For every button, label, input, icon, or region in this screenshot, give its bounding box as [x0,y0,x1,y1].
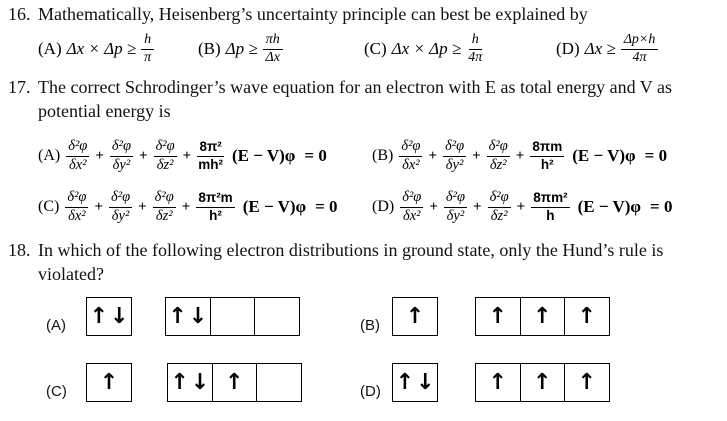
orbital-cell [211,298,256,335]
fraction-numerator: 8π² [197,139,223,156]
q17-option-c [38,184,338,230]
option-label: (D) [372,198,395,215]
fraction-denominator: δz² [489,156,507,173]
electron-arrows: ↑↓ [89,303,131,329]
plus-sign: + [429,198,438,215]
partial-fraction-y [110,138,133,174]
fraction-numerator: h [469,32,482,49]
q16-option-c [364,30,484,68]
fraction [466,32,484,65]
plus-sign: + [473,198,482,215]
question-number: 18. [8,240,31,260]
equation-tail: (E − V)φ [572,146,636,165]
fraction-denominator: π [144,49,152,65]
question-18-line2: violated? [38,264,104,284]
math-expression: Δx ≥ [584,39,616,58]
plus-sign: + [95,147,104,164]
equation-equals: = 0 [315,197,338,216]
fraction [141,32,154,65]
q16-option-a [38,30,154,68]
orbital-cell [476,298,521,335]
orbital-box-triple-b [475,297,610,336]
fraction-numerator: πh [263,32,283,49]
fraction-numerator: δ²φ [110,138,133,156]
q16-option-b [198,30,283,68]
fraction-denominator: h² [540,156,554,172]
coefficient-fraction [197,139,224,172]
fraction-denominator: δz² [155,207,173,224]
q18-option-d-label: (D) [360,383,381,400]
q18-option-a-label: (A) [46,317,66,334]
plus-sign: + [428,147,437,164]
q18-option-b-label: (B) [360,317,380,334]
fraction-denominator: δx² [68,207,86,224]
coefficient-fraction [531,190,569,223]
equation-equals: = 0 [644,146,668,165]
fraction-denominator: δz² [490,207,508,224]
plus-sign: + [515,147,525,164]
fraction-denominator: δx² [402,156,420,173]
fraction-numerator: δ²φ [488,189,511,207]
electron-arrows: ↑ [533,369,554,395]
fraction-numerator: 8πm² [531,190,569,207]
fraction-numerator: δ²φ [443,138,466,156]
plus-sign: + [182,147,192,164]
math-expression: Δx × Δp ≥ [66,39,137,58]
fraction-denominator: δz² [156,156,174,173]
partial-fraction-z [487,138,510,174]
question-text: In which of the following electron distributions in ground state, only the Hund’s rule is [38,240,664,260]
orbital-box-triple-c [167,363,302,402]
orbital-cell [168,364,213,401]
partial-fraction-y [444,189,467,225]
partial-fraction-x [400,189,423,225]
orbital-box-triple-d [475,363,610,402]
orbital-cell [521,298,566,335]
electron-arrows: ↑ [577,369,598,395]
option-label: (B) [198,39,221,58]
orbital-cell [476,364,521,401]
plus-sign: + [516,198,526,215]
fraction-numerator: 8πm [530,139,564,156]
orbital-cell [255,298,299,335]
q17-option-d [372,184,672,230]
orbital-cell [565,298,609,335]
electron-arrows: ↑↓ [170,369,212,395]
option-label: (A) [38,147,61,164]
equation-tail: (E − V)φ [577,197,642,216]
fraction [263,32,283,65]
partial-fraction-z [488,189,511,225]
electron-arrows: ↑ [533,303,554,329]
fraction-denominator: δx² [69,156,87,173]
orbital-cell [166,298,211,335]
fraction-denominator: 4π [632,49,647,65]
electron-arrows: ↑ [99,369,121,395]
fraction-numerator: h [141,32,154,49]
electron-arrows: ↑ [225,369,246,395]
partial-fraction-x [66,138,89,174]
question-17-line [8,77,672,98]
orbital-box-single-a [86,297,132,336]
fraction-numerator: δ²φ [65,189,88,207]
plus-sign: + [472,147,481,164]
equation-tail: (E − V)φ [242,197,307,216]
fraction-denominator: δy² [112,156,131,173]
partial-fraction-y [109,189,132,225]
orbital-cell [521,364,566,401]
coefficient-fraction [196,190,234,223]
option-label: (D) [556,39,580,58]
equation-equals: = 0 [650,197,673,216]
fraction-denominator: δy² [446,207,465,224]
fraction-denominator: mh² [198,156,223,172]
fraction-numerator: δ²φ [66,138,89,156]
partial-fraction-z [153,189,176,225]
electron-arrows: ↑↓ [168,303,210,329]
option-label: (B) [372,147,394,164]
question-number: 17. [8,77,31,97]
electron-arrows: ↑ [488,369,509,395]
electron-arrows: ↑ [488,303,509,329]
q17-option-b [372,133,667,179]
fraction-numerator: 8π²m [196,190,234,207]
fraction-denominator: Δx [265,49,280,65]
coefficient-fraction [530,139,564,172]
orbital-box-single-b [392,297,438,336]
question-text: The correct Schrodinger’s wave equation for an electron with E as total energy and V as [38,77,672,97]
fraction-numerator: δ²φ [109,189,132,207]
fraction-numerator: δ²φ [444,189,467,207]
fraction-denominator: δy² [111,207,130,224]
fraction-numerator: δ²φ [487,138,510,156]
plus-sign: + [139,147,148,164]
orbital-cell [565,364,609,401]
fraction [621,32,659,65]
fraction-denominator: δx² [403,207,421,224]
fraction-numerator: δ²φ [400,189,423,207]
question-17-line2: potential energy is [38,101,171,121]
fraction-numerator: Δp×h [621,32,659,49]
option-label: (C) [364,39,387,58]
fraction-denominator: h² [209,207,222,223]
fraction-numerator: δ²φ [154,138,177,156]
fraction-denominator: h [546,207,555,223]
math-expression: Δp ≥ [225,39,258,58]
fraction-denominator: 4π [468,49,483,65]
electron-arrows: ↑ [577,303,598,329]
partial-fraction-y [443,138,466,174]
q16-option-d [556,30,658,68]
equation-equals: = 0 [304,146,327,165]
orbital-box-single-d [392,363,438,402]
fraction-numerator: δ²φ [399,138,422,156]
electron-arrows: ↑ [405,303,427,329]
orbital-cell [257,364,301,401]
plus-sign: + [94,198,103,215]
q17-option-a [38,133,327,179]
plus-sign: + [138,198,147,215]
orbital-box-single-c [86,363,132,402]
question-text: Mathematically, Heisenberg’s uncertainty principle can best be explained by [38,4,588,24]
option-label: (C) [38,198,60,215]
question-number: 16. [8,4,31,24]
question-18-line [8,240,663,261]
partial-fraction-x [65,189,88,225]
fraction-numerator: δ²φ [153,189,176,207]
electron-arrows: ↑↓ [395,369,437,395]
plus-sign: + [181,198,191,215]
q18-option-c-label: (C) [46,383,67,400]
fraction-denominator: δy² [445,156,464,173]
orbital-cell [213,364,258,401]
option-label: (A) [38,39,62,58]
math-expression: Δx × Δp ≥ [391,39,462,58]
question-16-line [8,4,588,25]
partial-fraction-x [399,138,422,174]
orbital-box-triple-a [165,297,300,336]
equation-tail: (E − V)φ [231,146,296,165]
partial-fraction-z [154,138,177,174]
